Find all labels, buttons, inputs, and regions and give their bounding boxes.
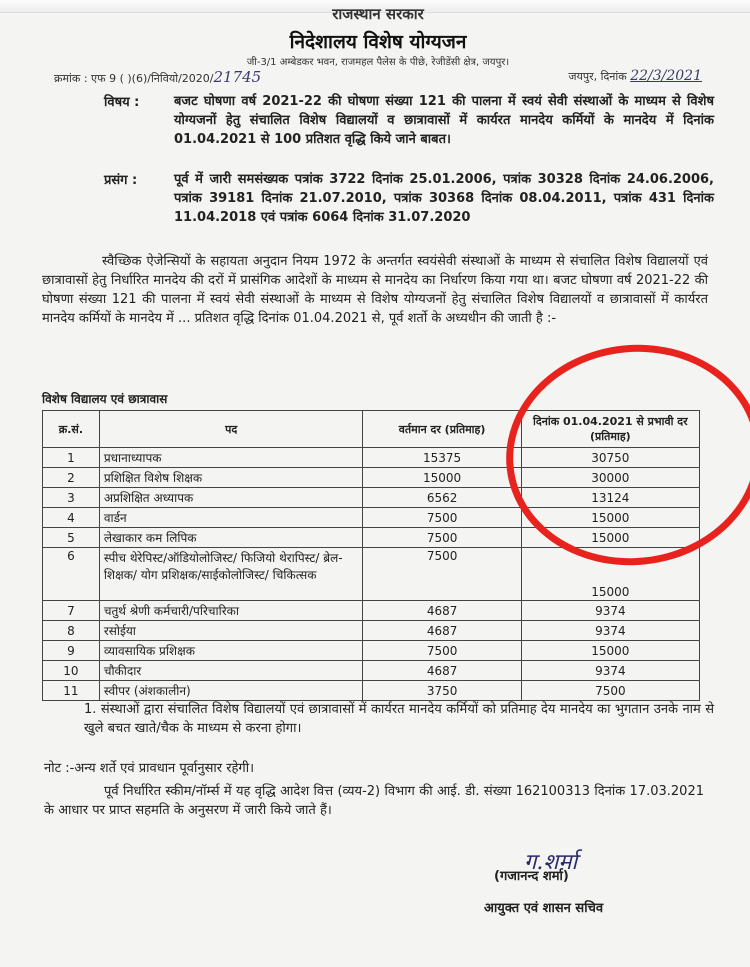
condition-note: 1. संस्थाओं द्वारा संचालित विशेष विद्यालयों एवं छात्रावासों में कार्यरत मानदेय कर्मियों को प्रतिमाह देय मानदेय का भुगतान उनके नाम से खुले बचत खाते/चैक के माध्यम से करना होगा।	[84, 702, 714, 736]
finance-approval-paragraph: पूर्व निर्धारित स्कीम/नॉर्म्स में यह वृद्धि आदेश वित्त (व्यय-2) विभाग की आई. डी. संख्या 162100313 दिनांक 17.03.2021 के आधार पर प्राप्त सहमति के अनुसरण में जारी किये जाते हैं।	[44, 784, 704, 818]
cell-new: 30000	[521, 468, 699, 488]
cell-new: 15000	[521, 528, 699, 548]
cell-new: 7500	[521, 681, 699, 701]
cell-current: 7500	[363, 641, 521, 661]
cell-post: लेखाकार कम लिपिक	[99, 528, 363, 548]
cell-post: वार्डन	[99, 508, 363, 528]
table-row	[43, 681, 700, 701]
cell-current: 15375	[363, 448, 521, 468]
cell-current: 7500	[363, 508, 521, 528]
cell-sn: 3	[43, 488, 100, 508]
issue-date	[568, 68, 702, 84]
cell-post: स्पीच थेरेपिस्ट/ऑडियोलोजिस्ट/ फिजियो थेरापिस्ट/ ब्रेल-शिक्षक/ योग प्रशिक्षक/साईकोलोजिस्ट/ चिकित्सक	[99, 548, 363, 601]
body-paragraph: स्वैच्छिक ऐजेन्सियों के सहायता अनुदान नियम 1972 के अन्तर्गत स्वयंसेवी संस्थाओं के माध्यम से संचालित विशेष विद्यालयों एवं छात्रावासों हेतु निर्धारित मानदेय की दरों में प्रासंगिक आदेशों के माध्यम से मानदेय का निर्धारण किया गया था। बजट घोषणा वर्ष 2021-22 की घोषणा संख्या 121 की पालना में स्वयं सेवी संस्थाओं के माध्यम से विशेष योग्यजनों हेतु संचालित विशेष विद्यालयों व छात्रावासों में कार्यरत मानदेय कर्मियों के मानदेय में ... प्रतिशत वृद्धि दिनांक 01.04.2021 से, पूर्व शर्तो के अध्यधीन की जाती है :-	[42, 254, 708, 326]
cell-new: 15000	[521, 641, 699, 661]
col-new-rate: दिनांक 01.04.2021 से प्रभावी दर (प्रतिमाह)	[521, 411, 699, 448]
cell-post: स्वीपर (अंशकालीन)	[99, 681, 363, 701]
date-handwritten: 22/3/2021	[630, 68, 702, 84]
cell-new: 13124	[521, 488, 699, 508]
cell-new: 9374	[521, 601, 699, 621]
cell-post: प्रशिक्षित विशेष शिक्षक	[99, 468, 363, 488]
document-page	[14, 5, 742, 960]
cell-sn: 5	[43, 528, 100, 548]
cell-post: चतुर्थ श्रेणी कर्मचारी/परिचारिका	[99, 601, 363, 621]
cell-new: 30750	[521, 448, 699, 468]
col-post: पद	[99, 411, 363, 448]
cell-new: 9374	[521, 661, 699, 681]
cell-sn: 7	[43, 601, 100, 621]
cell-sn: 9	[43, 641, 100, 661]
department-address: जी-3/1 अम्बेडकर भवन, राजमहल पैलेस के पीछे, रेजीडेंसी क्षेत्र, जयपुर।	[246, 57, 510, 68]
cell-new: 15000	[521, 508, 699, 528]
cell-current: 15000	[363, 468, 521, 488]
other-conditions-note: नोट :-अन्य शर्ते एवं प्रावधान पूर्वानुसार रहेगी।	[44, 761, 255, 776]
govt-name: राजस्थान सरकार	[332, 5, 424, 23]
cell-sn: 8	[43, 621, 100, 641]
col-sn: क्र.सं.	[43, 411, 100, 448]
cell-current: 7500	[363, 548, 521, 601]
reference-label: प्रसंग :	[104, 173, 138, 188]
cell-sn: 10	[43, 661, 100, 681]
cell-current: 4687	[363, 601, 521, 621]
cell-current: 4687	[363, 661, 521, 681]
table-row	[43, 661, 700, 681]
table-row	[43, 601, 700, 621]
table-row	[43, 641, 700, 661]
cell-sn: 11	[43, 681, 100, 701]
subject-label: विषय :	[104, 95, 140, 110]
section-title: विशेष विद्यालय एवं छात्रावास	[42, 392, 168, 406]
cell-current: 4687	[363, 621, 521, 641]
cell-current: 6562	[363, 488, 521, 508]
cell-sn: 2	[43, 468, 100, 488]
reference-text: पूर्व में जारी समसंख्यक पत्रांक 3722 दिनांक 25.01.2006, पत्रांक 30328 दिनांक 24.06.2006, पत्रांक 39181 दिनांक 21.07.2010, पत्रांक 30368 दिनांक 08.04.2011, पत्रांक 431 दिनांक 11.04.2018 एवं पत्रांक 6064 दिनांक 31.07.2020	[174, 172, 714, 225]
department-name: निदेशालय विशेष योग्यजन	[289, 31, 467, 53]
signatory-designation: आयुक्त एवं शासन सचिव	[484, 901, 604, 916]
col-current-rate: वर्तमान दर (प्रतिमाह)	[363, 411, 521, 448]
cell-sn: 4	[43, 508, 100, 528]
cell-post: अप्रशिक्षित अध्यापक	[99, 488, 363, 508]
reference-number	[54, 68, 261, 86]
cell-post: व्यावसायिक प्रशिक्षक	[99, 641, 363, 661]
subject-text: बजट घोषणा वर्ष 2021-22 की घोषणा संख्या 121 की पालना में स्वयं सेवी संस्थाओं के माध्यम से विशेष योग्यजनों हेतु संचालित विशेष विद्यालयों व छात्रावासों में कार्यरत मानदेय कर्मियों के मानदेय में दिनांक 01.04.2021 से 100 प्रतिशत वृद्धि किये जाने बाबत।	[174, 94, 714, 147]
reference-prefix: क्रमांक : एफ 9 ( )(6)/निवियो/2020/	[54, 72, 214, 85]
cell-sn: 1	[43, 448, 100, 468]
cell-new: 9374	[521, 621, 699, 641]
table-row	[43, 621, 700, 641]
cell-current: 7500	[363, 528, 521, 548]
reference-handwritten: 21745	[213, 68, 262, 86]
cell-post: चौकीदार	[99, 661, 363, 681]
cell-post: रसोईया	[99, 621, 363, 641]
signatory-name: (गजानन्द शर्मा)	[494, 869, 569, 884]
cell-post: प्रधानाध्यापक	[99, 448, 363, 468]
handwritten-signature: ग.शर्मा	[524, 850, 578, 875]
cell-sn: 6	[43, 548, 100, 601]
cell-new: 15000	[521, 548, 699, 601]
date-prefix: जयपुर, दिनांक	[568, 70, 627, 83]
cell-current: 3750	[363, 681, 521, 701]
